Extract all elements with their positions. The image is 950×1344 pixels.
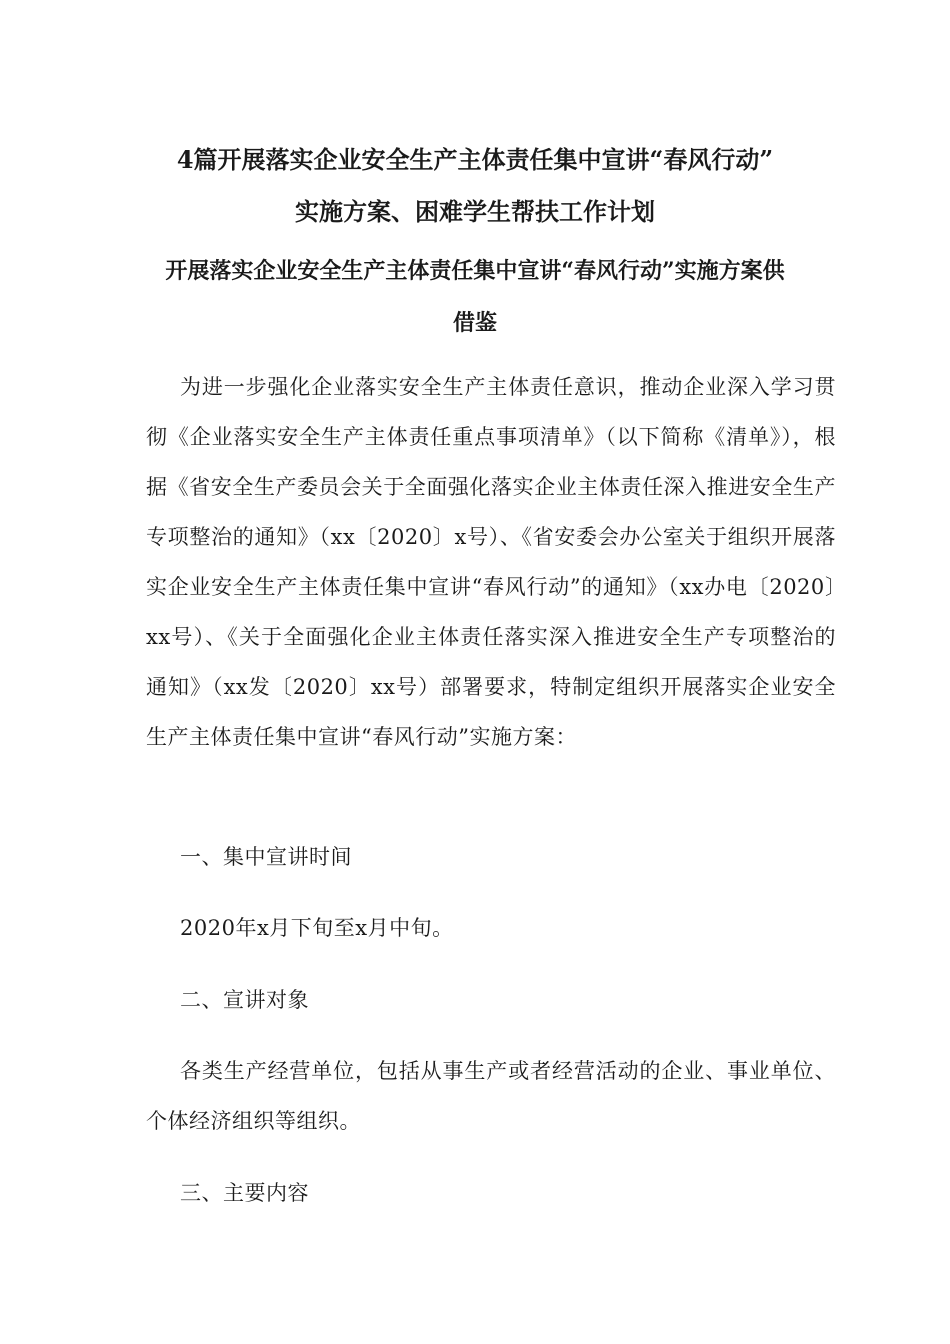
- document-title: [100, 134, 850, 238]
- document-title-line-2: 实施方案、困难学生帮扶工作计划: [295, 197, 655, 226]
- section-1-text: 2020年x月下旬至x月中旬。: [180, 916, 454, 940]
- section-2-text: 各类生产经营单位，包括从事生产或者经营活动的企业、事业单位、个体经济组织等组织。: [146, 1059, 836, 1133]
- intro-paragraph: 为进一步强化企业落实安全生产主体责任意识，推动企业深入学习贯彻《企业落实安全生产主体责任重点事项清单》（以下简称《清单》），根据《省安全生产委员会关于全面强化落实企业主体责任深入推进安全生产专项整治的通知》（xx〔2020〕x号）、《省安委会办公室关于组织开展落实企业安全生产主体责任集中宣讲“春风行动”的通知》（xx办电〔2020〕xx号）、《关于全面强化企业主体责任落实深入推进安全生产专项整治的通知》（xx发〔2020〕xx号）部署要求，特制定组织开展落实企业安全生产主体责任集中宣讲“春风行动”实施方案：: [146, 375, 836, 749]
- section-title: [100, 245, 850, 349]
- section-2-heading: 二、宣讲对象: [180, 988, 309, 1012]
- section-3-heading: 三、主要内容: [180, 1181, 309, 1205]
- section-title-line-1: 开展落实企业安全生产主体责任集中宣讲“春风行动”实施方案供: [165, 258, 785, 284]
- section-title-line-2: 借鉴: [452, 310, 497, 336]
- document-title-line-1: 4篇开展落实企业安全生产主体责任集中宣讲“春风行动”: [176, 145, 774, 174]
- section-1-heading: 一、集中宣讲时间: [180, 845, 352, 869]
